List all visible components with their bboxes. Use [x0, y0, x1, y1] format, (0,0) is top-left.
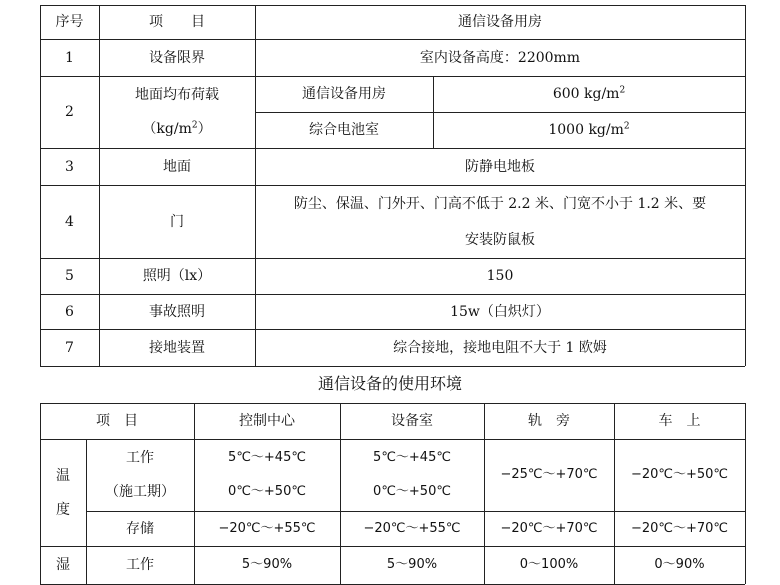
row-2-item: [99, 76, 255, 148]
row-7-index: 7: [65, 339, 74, 356]
env-header-trackside: 轨 旁: [528, 413, 570, 429]
row-1-value: 室内设备高度：2200mm: [419, 49, 581, 66]
temp-work-equipment-room-line2: 0℃～+50℃: [373, 484, 451, 499]
row-7-value: 综合接地，接地电阻不大于 1 欧姆: [393, 339, 607, 356]
env-header-control-center: 控制中心: [239, 413, 295, 429]
row-2-sub-1-value-pre: 600 kg/m: [552, 86, 620, 102]
row-2-sub-1-label: 通信设备用房: [302, 86, 386, 102]
row-2-item-unit-post: ）: [197, 121, 212, 137]
temperature-label-line1: 温: [56, 467, 70, 484]
row-6-index: 6: [65, 303, 74, 320]
row-6-item: 事故照明: [149, 303, 205, 320]
row-2-sub-1-value-sup: 2: [619, 85, 626, 96]
temperature-label-line2: 度: [56, 501, 70, 518]
row-2-sub-1-value: [433, 76, 745, 112]
row-6-value: 15w（白炽灯）: [450, 303, 550, 320]
temp-storage-trackside: −20℃～+70℃: [500, 520, 598, 536]
temp-work-label: [86, 439, 194, 511]
temp-storage-label: 存储: [126, 520, 154, 537]
humidity-work-equipment-room: 5～90%: [386, 557, 438, 572]
temp-work-control-center-line2: 0℃～+50℃: [228, 484, 306, 499]
temp-work-label-line1: 工作: [126, 450, 154, 466]
env-header-onboard: 车 上: [658, 413, 701, 429]
row-2-sub-2-value-sup: 2: [623, 121, 630, 132]
row-4-value: [255, 185, 745, 258]
humidity-label: 湿: [56, 557, 70, 573]
temp-work-equipment-room: [340, 439, 484, 511]
row-1-index: 1: [65, 49, 74, 66]
row-2-item-unit-sup: 2: [191, 120, 198, 131]
temp-work-control-center-line1: 5℃～+45℃: [228, 450, 306, 465]
row-7-item: 接地装置: [149, 339, 205, 356]
row-2-sub-2-value: [433, 112, 745, 148]
row-4-value-line2: 安装防鼠板: [465, 231, 535, 248]
row-2-sub-2-label: 综合电池室: [309, 122, 379, 138]
row-5-index: 5: [65, 268, 74, 284]
row-5-value: 150: [486, 268, 514, 284]
header-index: 序号: [55, 14, 84, 30]
env-table-title: 通信设备的使用环境: [317, 374, 462, 393]
temp-storage-onboard: −20℃～+70℃: [630, 520, 729, 536]
row-2-sub-2-value-pre: 1000 kg/m: [548, 122, 624, 138]
row-2-item-unit-pre: （kg/m: [142, 121, 192, 137]
row-3-index: 3: [65, 158, 74, 175]
temperature-label: [40, 439, 86, 546]
temp-work-equipment-room-line1: 5℃～+45℃: [373, 450, 451, 465]
temp-storage-control-center: −20℃～+55℃: [218, 520, 316, 536]
temp-work-control-center: [194, 439, 340, 511]
humidity-work-control-center: 5～90%: [241, 557, 293, 572]
env-header-item: 项 目: [96, 413, 138, 429]
row-5-item: 照明（lx）: [142, 268, 212, 284]
temp-work-label-line2: （施工期）: [105, 484, 175, 500]
row-4-index: 4: [65, 213, 74, 230]
row-2-index: 2: [65, 104, 74, 120]
row-3-value: 防静电地板: [465, 158, 535, 175]
row-2-item-line1: 地面均布荷载: [135, 87, 219, 103]
temp-storage-equipment-room: −20℃～+55℃: [363, 520, 461, 536]
humidity-work-label: 工作: [126, 557, 154, 573]
row-2-item-line2: [142, 112, 211, 146]
env-header-equipment-room: 设备室: [391, 413, 433, 429]
humidity-work-onboard: 0～90%: [654, 557, 705, 572]
row-1-item: 设备限界: [149, 49, 205, 66]
humidity-work-trackside: 0～100%: [519, 557, 579, 572]
row-3-item: 地面: [163, 158, 191, 175]
header-item: 项 目: [149, 14, 205, 30]
row-4-item: 门: [170, 213, 184, 230]
temp-work-onboard: −20℃～+50℃: [630, 467, 729, 482]
header-value: 通信设备用房: [458, 14, 542, 30]
row-4-value-line1: 防尘、保温、门外开、门高不低于 2.2 米、门宽不小于 1.2 米、要: [293, 195, 707, 212]
temp-work-trackside: −25℃～+70℃: [500, 467, 598, 482]
